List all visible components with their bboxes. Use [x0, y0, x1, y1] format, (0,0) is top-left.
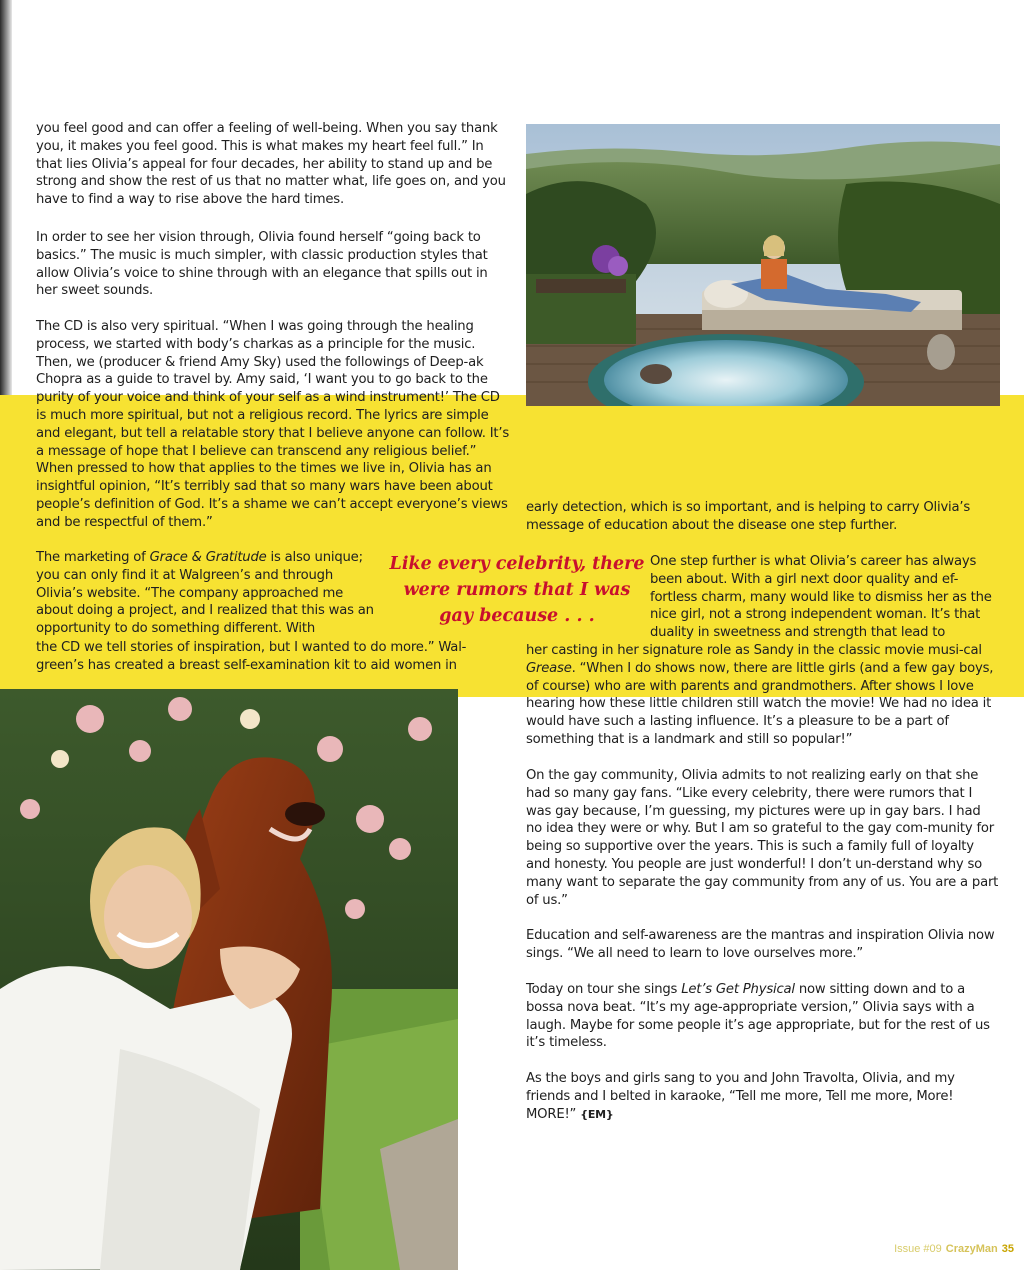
pull-quote: Like every celebrity, there were rumors that I was gay because . . . — [389, 554, 645, 626]
text-run: As the boys and girls sang to you and John Travolta, Olivia, and my friends and I belted in karaoke, “Tell me more, Tell me more, More! MORE!” — [526, 1071, 955, 1122]
page-folio — [894, 1243, 1014, 1255]
text-run: . “When I do shows now, there are little girls (and a few gay boys, of course) who are with parents and grandmothers. After shows I love hearing how these little children still watch the movie! We had no idea it would have such a lasting influence. It’s a pleasure to be a part of something that is a landmark and still so popular!” — [526, 660, 994, 747]
col1-paragraph-2: In order to see her vision through, Olivia found herself “going back to basics.” The music is much simpler, with classic production styles that allow Olivia’s voice to shine through with an elegance that spills out in her sweet sounds. — [36, 230, 488, 299]
movie-title: Grease — [526, 660, 572, 676]
text-run: now sitting down and to a bossa nova beat. “It’s my age-appropriate version,” Olivia says with a laugh. Maybe for some people it’s age appropriate, but for the rest of us it’s timeless. — [526, 982, 990, 1051]
col1-paragraph-4b: the CD we tell stories of inspiration, but I wanted to do more.” Wal-green’s has created a breast self-examination kit to aid women in — [36, 640, 467, 673]
song-title: Let’s Get Physical — [681, 982, 795, 997]
col1-paragraph-4a — [36, 549, 382, 638]
text-run: The marketing of — [36, 550, 150, 565]
issue-number: Issue #09 — [894, 1243, 942, 1255]
text-run: her casting in her signature role as Sandy in the classic movie musi-cal — [526, 643, 982, 658]
col2-paragraph-2b — [526, 642, 1000, 749]
col2-paragraph-5 — [526, 981, 1000, 1052]
col2-paragraph-3: On the gay community, Olivia admits to not realizing early on that she had so many gay fans. “Like every celebrity, there were rumors that I was gay because, I’m guessing, my pictures were up in gay bars. I had no idea they were or why. But I am so grateful to the gay com-munity for being so supportive over the years. This is such a family full of loyalty and honesty. You people are just wonderful! I don’t un-derstand why so many want to separate the gay community from any of us. You are a part of us.” — [526, 768, 999, 908]
col2-paragraph-6 — [526, 1070, 1000, 1123]
col2-paragraph-1: early detection, which is so important, and is helping to carry Olivia’s message of education about the disease one step further. — [526, 500, 971, 533]
album-title: Grace & Gratitude — [149, 550, 267, 565]
magazine-name: CrazyMan — [945, 1243, 998, 1255]
col2-paragraph-4: Education and self-awareness are the mantras and inspiration Olivia now sings. “We all need to learn to love ourselves more.” — [526, 928, 995, 961]
photo-hot-tub-deck — [526, 124, 1000, 406]
photo-woman-with-dog — [0, 689, 458, 1270]
text-run: is also unique; you can only find it at Walgreen’s and through Olivia’s website. “The company approached me about doing a project, and I realized that this was an opportunity to do something different. With — [36, 550, 374, 637]
page-number: 35 — [1001, 1243, 1014, 1255]
col1-paragraph-3: The CD is also very spiritual. “When I was going through the healing process, we started with body’s charkas as a principle for the music. Then, we (producer & friend Amy Sky) used the followings of Deep-ak Chopra as a guide to travel by. Amy said, ‘I want you to go back to the purity of your voice and think of your self as a wind instrument!’ The CD is much more spiritual, but not a religious record. The lyrics are simple and elegant, but tell a relatable story that I believe anyone can follow. It’s a message of hope that I believe can transcend any religious belief.” When pressed to how that applies to the times we live in, Olivia has an insightful opinion, “It’s terribly sad that so many wars have been about people’s definition of God. It’s a shame we can’t accept everyone’s views and be respectful of them.” — [36, 319, 510, 530]
col2-paragraph-2a: One step further is what Olivia’s career has always been about. With a girl next door quality and ef-fortless charm, many would like to dismiss her as the nice girl, not a strong independent woman. It’s that duality in sweetness and strength that lead to — [650, 554, 992, 641]
signoff: {EM} — [580, 1107, 614, 1121]
col1-paragraph-1: you feel good and can offer a feeling of well-being. When you say thank you, it makes you feel good. This is what makes my heart feel full.” In that lies Olivia’s appeal for four decades, her ability to stand up and be strong and show the rest of us that no matter what, life goes on, and you have to find a way to rise above the hard times. — [36, 121, 506, 208]
text-run: Today on tour she sings — [526, 982, 682, 997]
